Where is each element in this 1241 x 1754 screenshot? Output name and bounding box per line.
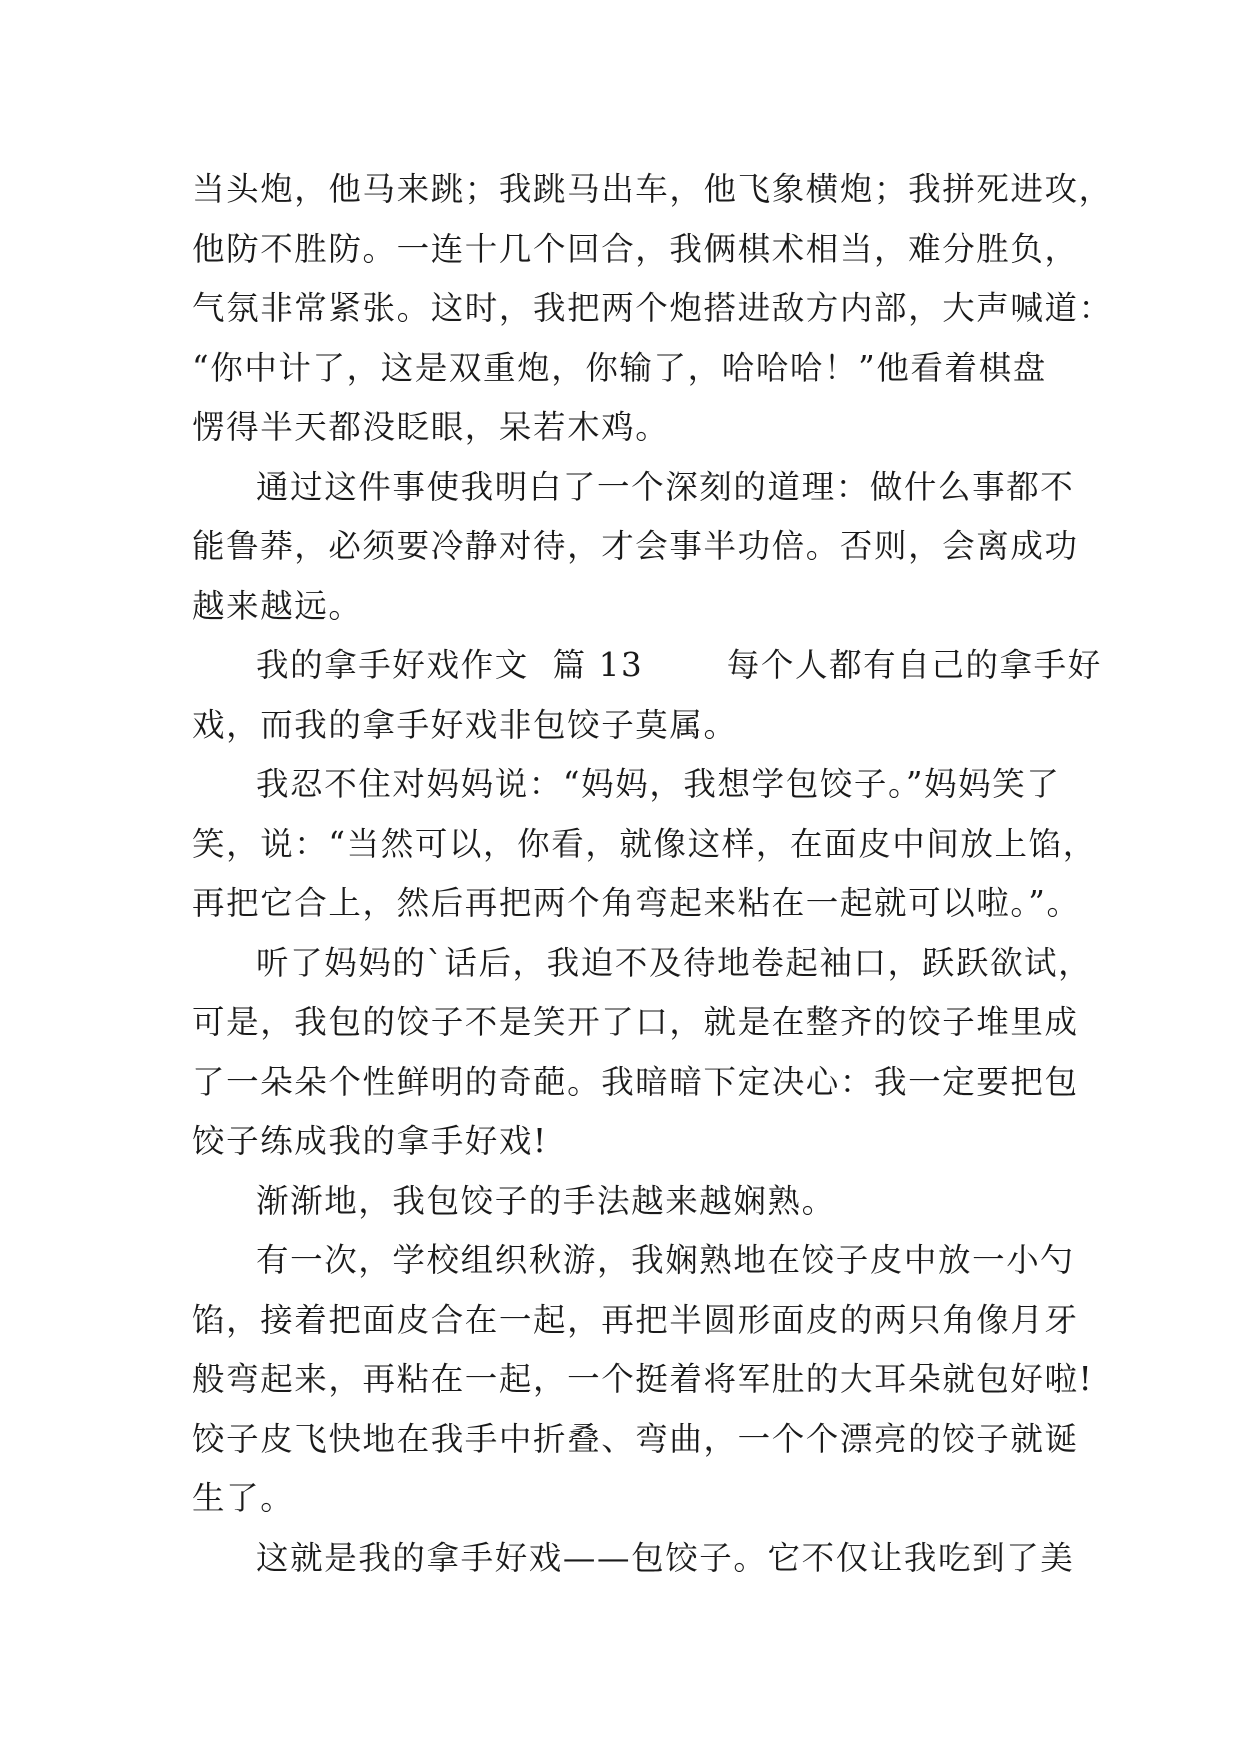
section-heading-line: 我的拿手好戏作文 篇 13 每个人都有自己的拿手好: [256, 646, 1102, 684]
document-body: [192, 160, 1113, 1588]
text-line: 当头炮，他马来跳；我跳马出车，他飞象横炮；我拼死进攻，: [192, 170, 1113, 208]
text-line: 愣得半天都没眨眼，呆若木鸡。: [192, 408, 670, 446]
text-line: 听了妈妈的`话后，我迫不及待地卷起袖口，跃跃欲试，: [256, 943, 1093, 982]
text-line: 他防不胜防。一连十几个回合，我俩棋术相当，难分胜负，: [192, 229, 1079, 268]
text-line: 气氛非常紧张。这时，我把两个炮搭进敌方内部，大声喊道：: [192, 289, 1113, 327]
text-line: 我忍不住对妈妈说：“妈妈，我想学包饺子。”妈妈笑了: [256, 765, 1061, 803]
text-line: 再把它合上，然后再把两个角弯起来粘在一起就可以啦。”。: [192, 884, 1081, 922]
text-line: 般弯起来，再粘在一起，一个挺着将军肚的大耳朵就包好啦!: [192, 1360, 1094, 1398]
text-line: 戏，而我的拿手好戏非包饺子莫属。: [192, 705, 738, 744]
text-line: 能鲁莽，必须要冷静对待，才会事半功倍。否则，会离成功: [192, 527, 1079, 565]
text-line: 笑，说：“当然可以，你看，就像这样，在面皮中间放上馅，: [192, 824, 1097, 863]
text-line: “你中计了，这是双重炮，你输了，哈哈哈！”他看着棋盘: [192, 348, 1047, 387]
text-line: 可是，我包的饺子不是笑开了口，就是在整齐的饺子堆里成: [192, 1003, 1079, 1041]
text-line: 饺子练成我的拿手好戏!: [192, 1122, 548, 1160]
text-line: 有一次，学校组织秋游，我娴熟地在饺子皮中放一小勺: [256, 1241, 1075, 1279]
text-line: 了一朵朵个性鲜明的奇葩。我暗暗下定决心：我一定要把包: [192, 1062, 1079, 1101]
text-line: 生了。: [192, 1479, 295, 1517]
text-line: 饺子皮飞快地在我手中折叠、弯曲，一个个漂亮的饺子就诞: [192, 1419, 1079, 1458]
text-line: 这就是我的拿手好戏——包饺子。它不仅让我吃到了美: [256, 1538, 1075, 1577]
text-line: 渐渐地，我包饺子的手法越来越娴熟。: [256, 1181, 836, 1220]
text-line: 越来越远。: [192, 586, 363, 625]
text-line: 通过这件事使我明白了一个深刻的道理：做什么事都不: [256, 467, 1075, 506]
text-line: 馅，接着把面皮合在一起，再把半圆形面皮的两只角像月牙: [192, 1300, 1079, 1339]
